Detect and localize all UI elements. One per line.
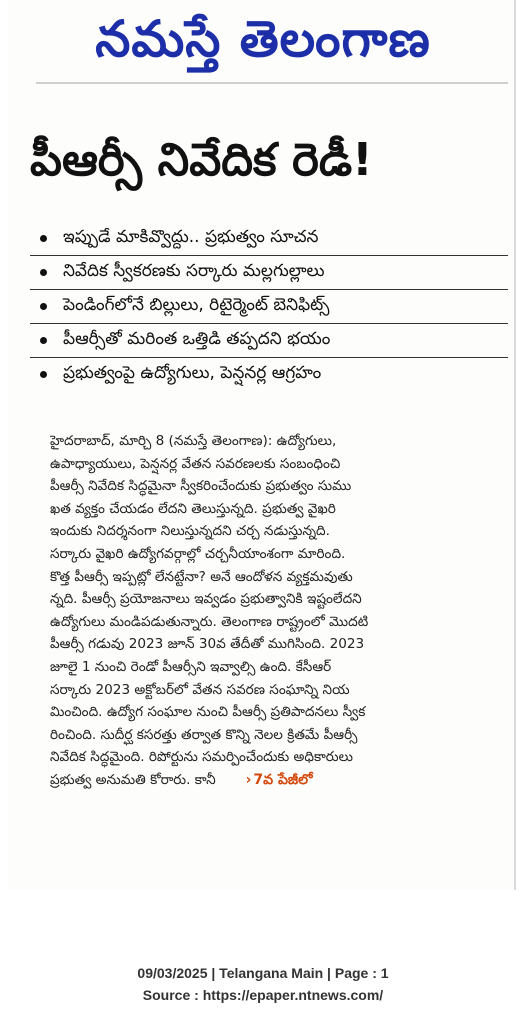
footer-source: Source : https://epaper.ntnews.com/: [142, 987, 384, 1003]
body-line: ఖత వ్యక్తం చేయడం లేదని తెలుస్తున్నది. ప్రభుత్వ వైఖరి: [50, 500, 336, 517]
body-line: నివేదిక సిద్ధమైంది. రిపోర్టును సమర్పించేందుకు అధికారులు: [50, 749, 353, 766]
continued-on-page-7-link[interactable]: › 7వ పేజీలో: [245, 771, 313, 788]
highlight-item: ఇప్పుడే మాకివ్వొద్దు.. ప్రభుత్వం సూచన: [30, 222, 508, 256]
body-line: జూలై 1 నుంచి రెండో పీఆర్సీని ఇవ్వాల్సి ఉంది. కేసీఆర్: [50, 658, 332, 675]
body-line: మించింది. ఉద్యోగ సంఘాల నుంచి పీఆర్సీ ప్రతిపాదనలు స్వీక: [50, 704, 366, 721]
bullet-icon: [40, 303, 47, 310]
body-line: ఉద్యోగులు మండిపడుతున్నారు. తెలంగాణ రాష్ట్రంలో మొదటి: [50, 613, 369, 630]
body-line: పీఆర్సీ గడువు 2023 జూన్ 30వ తేదీతో ముగిసింది. 2023: [50, 636, 365, 653]
bullet-icon: [40, 371, 47, 378]
body-line: పీఆర్సీ నివేదిక సిద్ధమైనా స్వీకరించేందుకు ప్రభుత్వం సుము: [50, 478, 352, 495]
bullet-icon: [40, 235, 47, 242]
body-line-last: ప్రభుత్వ అనుమతి కోరారు. కానీ › 7వ పేజీలో: [50, 771, 313, 788]
newspaper-masthead: నమస్తే తెలంగాణ: [95, 10, 431, 68]
bullet-icon: [40, 269, 47, 276]
body-line: సర్కారు 2023 అక్టోబర్‌లో వేతన సవరణ సంఘాన్ని నియ: [50, 681, 350, 698]
chevron-right-icon: ›: [245, 771, 252, 788]
highlight-item: నివేదిక స్వీకరణకు సర్కారు మల్లగుల్లాలు: [30, 256, 508, 290]
article-body: [50, 430, 505, 792]
highlight-item: పీఆర్సీతో మరింత ఒత్తిడి తప్పదని భయం: [30, 324, 508, 358]
highlight-item: ప్రభుత్వంపై ఉద్యోగులు, పెన్షనర్ల ఆగ్రహం: [30, 358, 508, 391]
footer-edition-info: 09/03/2025 | Telangana Main | Page : 1: [137, 965, 389, 981]
highlights-list: [30, 222, 508, 391]
body-line: ఉపాధ్యాయులు, పెన్షనర్ల వేతన సవరణలకు సంబంధించి: [50, 455, 341, 472]
body-line: రించింది. సుదీర్ఘ కసరత్తు తర్వాత కొన్ని నెలల క్రితమే పీఆర్సీ: [50, 726, 358, 743]
article-headline: పీఆర్సీ నివేదిక రెడీ!: [30, 133, 373, 186]
body-line: ఇందుకు నిదర్శనంగా నిలుస్తున్నదని చర్చ నడుస్తున్నది.: [50, 523, 330, 540]
highlight-item: పెండింగ్‌లోనే బిల్లులు, రిటైర్మెంట్ బెనిఫిట్స్: [30, 290, 508, 324]
bullet-icon: [40, 337, 47, 344]
masthead-divider: [36, 82, 508, 84]
body-line: హైదరాబాద్, మార్చి 8 (నమస్తే తెలంగాణ): ఉద్యోగులు,: [50, 433, 337, 449]
body-line: కొత్త పీఆర్సీ ఇప్పట్లో లేనట్టేనా? అనే ఆందోళన వ్యక్తమవుతు: [50, 568, 353, 585]
page-footer: [0, 962, 526, 1006]
body-line: న్నది. పీఆర్సీ ప్రయోజనాలు ఇవ్వడం ప్రభుత్వానికి ఇష్టంలేదని: [50, 591, 362, 608]
body-line: సర్కారు వైఖరి ఉద్యోగవర్గాల్లో చర్చనీయాంశంగా మారింది.: [50, 545, 346, 562]
